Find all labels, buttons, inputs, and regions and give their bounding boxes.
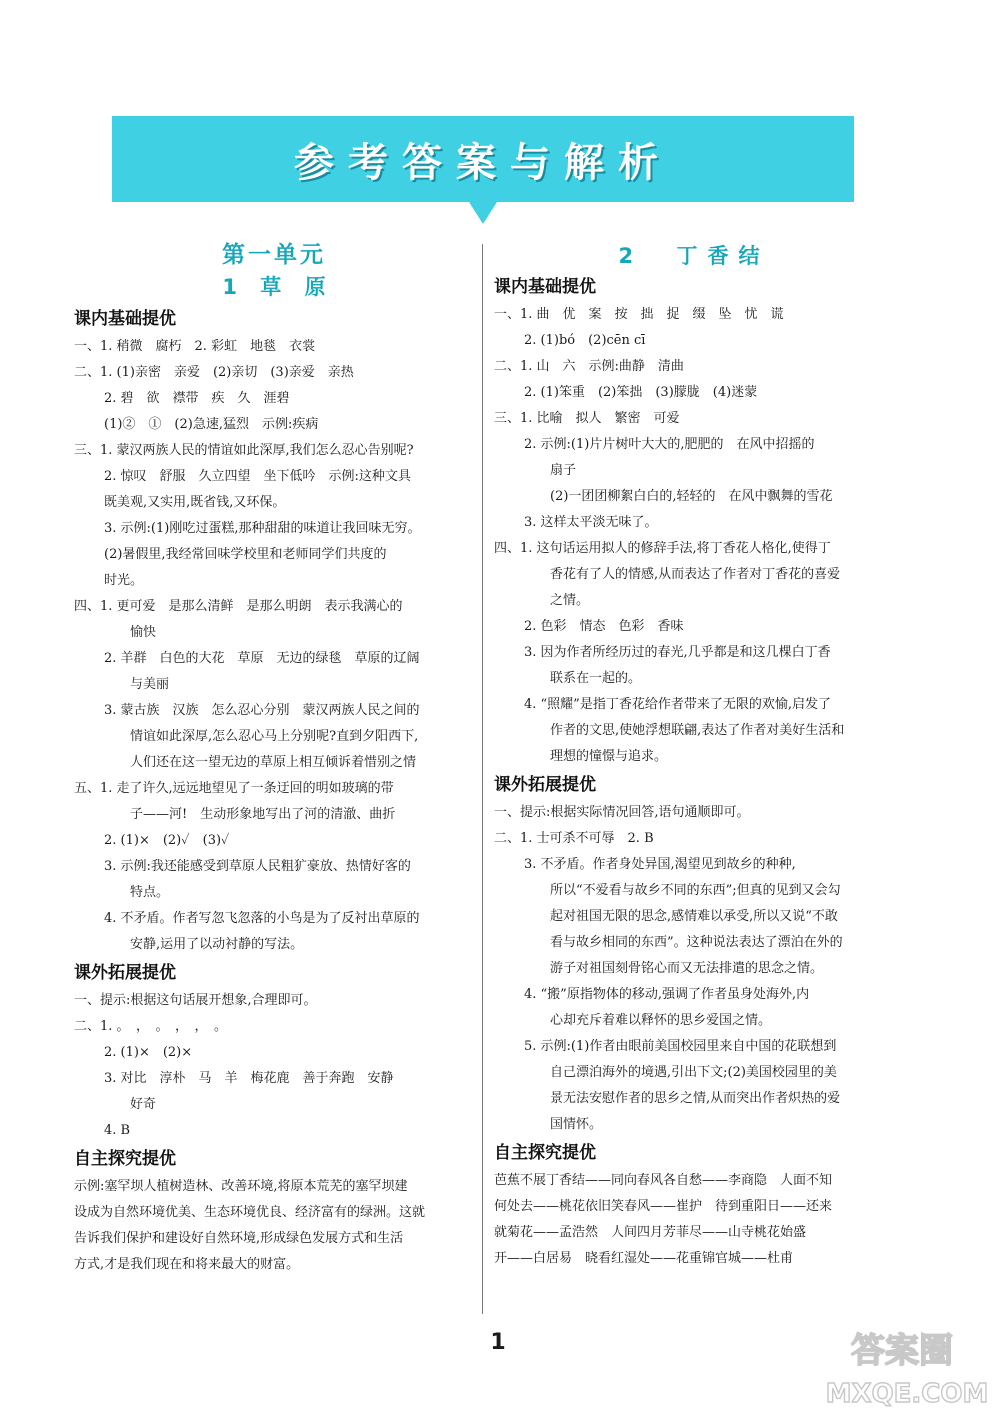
unit-title: 第一单元: [222, 242, 326, 268]
answer-line: 一、提示:根据实际情况回答,语句通顺即可。: [494, 805, 750, 820]
answer-line: (2)一团团柳絮白白的,轻轻的 在风中飘舞的雪花: [550, 489, 833, 504]
answer-line: 一、提示:根据这句话展开想象,合理即可。: [74, 993, 317, 1008]
banner-band: [112, 116, 854, 202]
lesson-title: 2 丁香结: [618, 244, 770, 268]
answer-line: 4. “搬”原指物体的移动,强调了作者虽身处海外,内: [524, 987, 810, 1002]
answer-line: 何处去——桃花依旧笑春风——崔护 待到重阳日——还来: [494, 1199, 833, 1214]
answer-line: 4. B: [104, 1123, 131, 1138]
answer-line: 4. 不矛盾。作者写忽飞忽落的小鸟是为了反衬出草原的: [104, 911, 420, 926]
answer-line: 3. 蒙古族 汉族 怎么忍心分别 蒙汉两族人民之间的: [104, 703, 420, 718]
lesson-title: 1 草 原: [222, 275, 326, 299]
answer-line: 三、1. 蒙汉两族人民的情谊如此深厚,我们怎么忍心告别呢?: [74, 443, 414, 458]
page-title: 参考答案与解析: [294, 139, 672, 186]
answer-line: 一、1. 稍微 腐朽 2. 彩虹 地毯 衣裳: [74, 339, 316, 354]
answer-line: 安静,运用了以动衬静的写法。: [130, 937, 304, 952]
section-heading: 课外拓展提优: [74, 963, 176, 983]
answer-line: 情谊如此深厚,怎么忍心马上分别呢?直到夕阳西下,: [130, 729, 419, 744]
answer-line: 起对祖国无限的思念,感情难以承受,所以又说“不敢: [550, 909, 838, 924]
answer-line: 看与故乡相同的东西”。这种说法表达了漂泊在外的: [550, 935, 843, 950]
answer-line: 二、1. 士可杀不可辱 2. B: [494, 831, 654, 846]
answer-line: 扇子: [550, 463, 577, 478]
answer-line: 4. “照耀”是指丁香花给作者带来了无限的欢愉,启发了: [524, 697, 831, 712]
answer-line: 三、1. 比喻 拟人 繁密 可爱: [494, 411, 680, 426]
answer-line: 方式,才是我们现在和将来最大的财富。: [74, 1257, 300, 1272]
right-sections: [494, 272, 894, 1272]
answer-line: 5. 示例:(1)作者由眼前美国校园里来自中国的花联想到: [524, 1039, 837, 1054]
answer-line: 时光。: [104, 573, 144, 588]
answer-line: 理想的憧憬与追求。: [550, 749, 668, 764]
answer-line: 既美观,又实用,既省钱,又环保。: [104, 495, 286, 510]
answer-line: 心却充斥着难以释怀的思乡爱国之情。: [550, 1013, 772, 1028]
answer-line: 游子对祖国刻骨铭心而又无法排遣的思念之情。: [550, 961, 824, 976]
answer-line: 设成为自然环境优美、生态环境优良、经济富有的绿洲。这就: [74, 1205, 426, 1220]
answer-line: 二、1. 山 六 示例:曲静 清曲: [494, 359, 684, 374]
answer-line: 2. 色彩 情态 色彩 香味: [524, 619, 684, 634]
answer-line: 3. 示例:我还能感受到草原人民粗犷豪放、热情好客的: [104, 859, 411, 874]
watermark-bottom-text: MXQE.COM: [825, 1379, 989, 1409]
answer-line: 景无法安慰作者的思乡之情,从而突出作者炽热的爱: [550, 1091, 841, 1106]
answer-line: 子——河! 生动形象地写出了河的清澈、曲折: [130, 807, 396, 822]
answer-line: 开——白居易 晓看红湿处——花重锦官城——杜甫: [494, 1251, 794, 1266]
column-divider: [482, 244, 483, 1314]
right-column: [494, 240, 894, 1272]
section-heading: 课外拓展提优: [494, 775, 596, 795]
answer-line: 3. 示例:(1)刚吃过蛋糕,那种甜甜的味道让我回味无穷。: [104, 521, 421, 536]
answer-line: 2. 羊群 白色的大花 草原 无边的绿毯 草原的辽阔: [104, 651, 420, 666]
answer-line: 二、1. 。 ， 。 ， ， 。: [74, 1019, 228, 1034]
left-sections: [74, 304, 474, 1278]
answer-line: 就菊花——孟浩然 人间四月芳菲尽——山寺桃花始盛: [494, 1225, 807, 1240]
section-heading: 自主探究提优: [74, 1149, 176, 1169]
answer-line: (2)暑假里,我经常回味学校里和老师同学们共度的: [104, 547, 387, 562]
answer-line: 一、1. 曲 优 案 按 拙 捉 缀 坠 忧 谎: [494, 307, 784, 322]
title-banner: [112, 116, 854, 228]
answer-line: 四、1. 更可爱 是那么清鲜 是那么明朗 表示我满心的: [74, 599, 403, 614]
section-heading: 课内基础提优: [74, 309, 176, 329]
answer-line: 自己漂泊海外的境遇,引出下文;(2)美国校园里的美: [550, 1065, 837, 1080]
answer-line: 特点。: [130, 885, 170, 900]
watermark-logo: [822, 1322, 992, 1410]
answer-line: 五、1. 走了许久,远远地望见了一条迂回的明如玻璃的带: [74, 781, 394, 796]
answer-line: 之情。: [550, 593, 590, 608]
answer-line: 示例:塞罕坝人植树造林、改善环境,将原本荒芜的塞罕坝建: [74, 1179, 408, 1194]
watermark-top-text: 答案圈: [851, 1331, 953, 1371]
answer-line: 四、1. 这句话运用拟人的修辞手法,将丁香花人格化,使得丁: [494, 541, 831, 556]
answer-line: 2. (1)bó (2)cēn cī: [524, 333, 646, 348]
answer-line: 2. (1)× (2)×: [104, 1045, 193, 1060]
answer-line: 3. 这样太平淡无味了。: [524, 515, 658, 530]
answer-line: 2. 惊叹 舒服 久立四望 坐下低吟 示例:这种文具: [104, 469, 411, 484]
answer-line: 与美丽: [130, 677, 170, 692]
answer-line: 好奇: [130, 1097, 157, 1112]
banner-pointer: [469, 202, 497, 224]
answer-line: 愉快: [130, 625, 157, 640]
answer-line: 国情怀。: [550, 1117, 603, 1132]
answer-line: 作者的文思,使她浮想联翩,表达了作者对美好生活和: [550, 723, 845, 738]
answer-line: 3. 不矛盾。作者身处异国,渴望见到故乡的种种,: [524, 857, 796, 872]
answer-line: 2. 示例:(1)片片树叶大大的,肥肥的 在风中招摇的: [524, 437, 815, 452]
answer-line: 2. (1)× (2)✓ (3)✓: [104, 833, 230, 848]
answer-line: 联系在一起的。: [550, 671, 642, 686]
section-heading: 课内基础提优: [494, 277, 596, 297]
answer-line: 告诉我们保护和建设好自然环境,形成绿色发展方式和生活: [74, 1231, 404, 1246]
answer-line: (1)② ① (2)急速,猛烈 示例:疾病: [104, 417, 319, 432]
answer-line: 二、1. (1)亲密 亲爱 (2)亲切 (3)亲爱 亲热: [74, 365, 354, 380]
section-heading: 自主探究提优: [494, 1143, 596, 1163]
answer-line: 3. 因为作者所经历过的春光,几乎都是和这几棵白丁香: [524, 645, 831, 660]
page-number: 1: [490, 1330, 506, 1355]
answer-line: 3. 对比 淳朴 马 羊 梅花鹿 善于奔跑 安静: [104, 1071, 394, 1086]
answer-line: 所以“不爱看与故乡不同的东西”;但真的见到又会勾: [550, 883, 841, 898]
answer-line: 2. 碧 欲 襟带 疾 久 涯碧: [104, 391, 290, 406]
left-column: [74, 240, 474, 1278]
answer-line: 芭蕉不展丁香结——同向春风各自愁——李商隐 人面不知: [494, 1173, 833, 1188]
answer-line: 人们还在这一望无边的草原上相互倾诉着惜别之情: [130, 755, 417, 770]
answer-line: 香花有了人的情感,从而表达了作者对丁香花的喜爱: [550, 567, 841, 582]
answer-line: 2. (1)笨重 (2)笨拙 (3)朦胧 (4)迷蒙: [524, 385, 758, 400]
